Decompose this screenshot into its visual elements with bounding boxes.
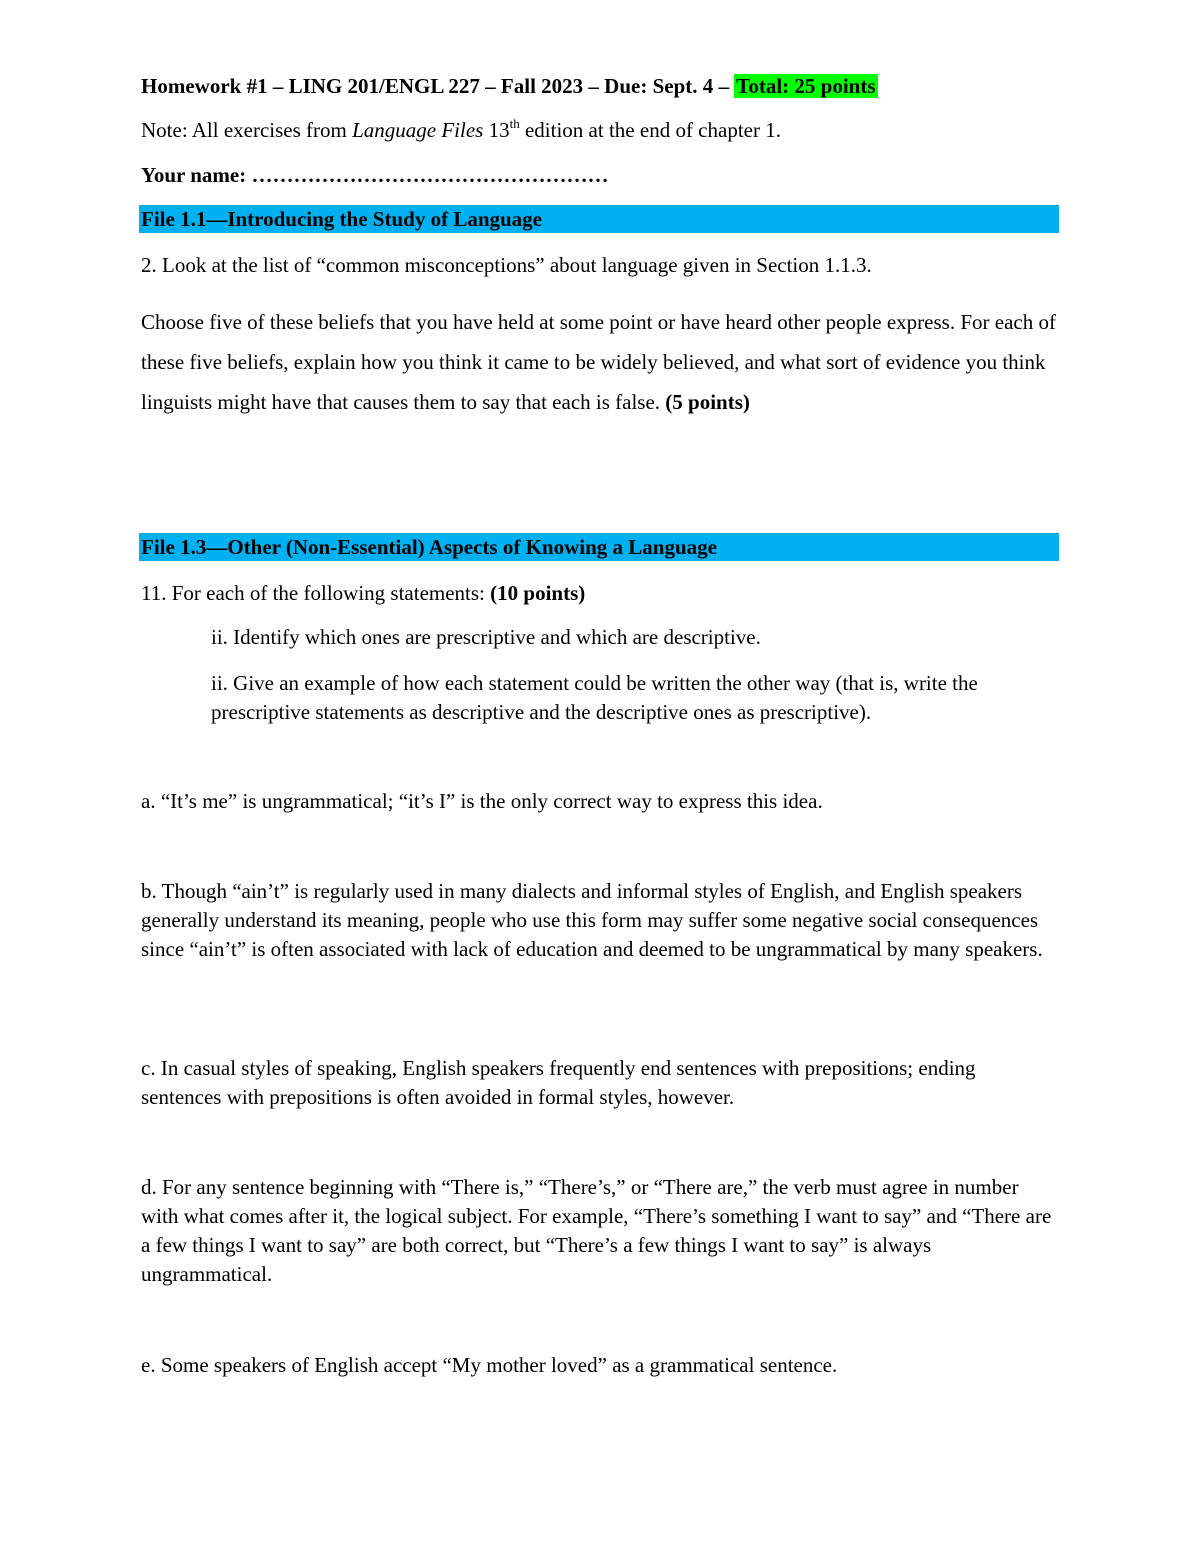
note-prefix: Note: All exercises from (141, 118, 353, 142)
statement-c: c. In casual styles of speaking, English speakers frequently end sentences with prepositions; ending sentences with prepositions is often avoided in formal styles, however. (141, 1056, 976, 1109)
subinstruction-identify: ii. Identify which ones are prescriptive and which are descriptive. (211, 625, 761, 649)
statement-e: e. Some speakers of English accept “My mother loved” as a grammatical sentence. (141, 1353, 838, 1377)
question-11 (141, 579, 1061, 608)
section-header-file-1-3: File 1.3—Other (Non-Essential) Aspects of Knowing a Language (139, 533, 1059, 561)
note-line (141, 116, 1061, 145)
statement-d: d. For any sentence beginning with “There is,” “There’s,” or “There are,” the verb must agree in number with what comes after it, the logical subject. For example, “There’s something I want to say” and “There are a few things I want to say” are both correct, but “There’s a few things I want to say” is always ungrammatical. (141, 1175, 1052, 1286)
name-blank: …………………………………………… (251, 163, 609, 187)
question-11-points: (10 points) (490, 581, 586, 605)
statement-b: b. Though “ain’t” is regularly used in many dialects and informal styles of English, and English speakers generally understand its meaning, people who use this form may suffer some negative social consequences since “ain’t” is often associated with lack of education and deemed to be ungrammatical by many speakers. (141, 879, 1043, 961)
name-field (141, 161, 1061, 190)
name-label: Your name: (141, 163, 252, 187)
question-2: 2. Look at the list of “common misconceptions” about language given in Section 1.1.3. (141, 253, 872, 277)
statement-a: a. “It’s me” is ungrammatical; “it’s I” is the only correct way to express this idea. (141, 789, 823, 813)
total-points-highlight: Total: 25 points (736, 74, 876, 98)
title-text: Homework #1 – LING 201/ENGL 227 – Fall 2023 – Due: Sept. 4 – (141, 74, 735, 98)
question-11-text: 11. For each of the following statements: (141, 581, 491, 605)
note-edition: 13 (483, 118, 510, 142)
question-2-body (141, 302, 1061, 422)
question-2-points: (5 points) (665, 390, 750, 414)
question-2-text: Choose five of these beliefs that you have held at some point or have heard other people express. For each of these five beliefs, explain how you think it came to be widely believed, and what sort of evidence you think linguists might have that causes them to say that each is false. (141, 310, 1056, 414)
section-header-file-1-1: File 1.1—Introducing the Study of Language (139, 205, 1059, 233)
note-edition-sup: th (509, 116, 520, 131)
note-suffix: edition at the end of chapter 1. (519, 118, 781, 142)
book-title: Language Files (352, 118, 484, 142)
subinstruction-example: ii. Give an example of how each statement could be written the other way (that is, write the prescriptive statements as descriptive and the descriptive ones as prescriptive). (211, 671, 978, 724)
homework-title (141, 72, 1061, 101)
